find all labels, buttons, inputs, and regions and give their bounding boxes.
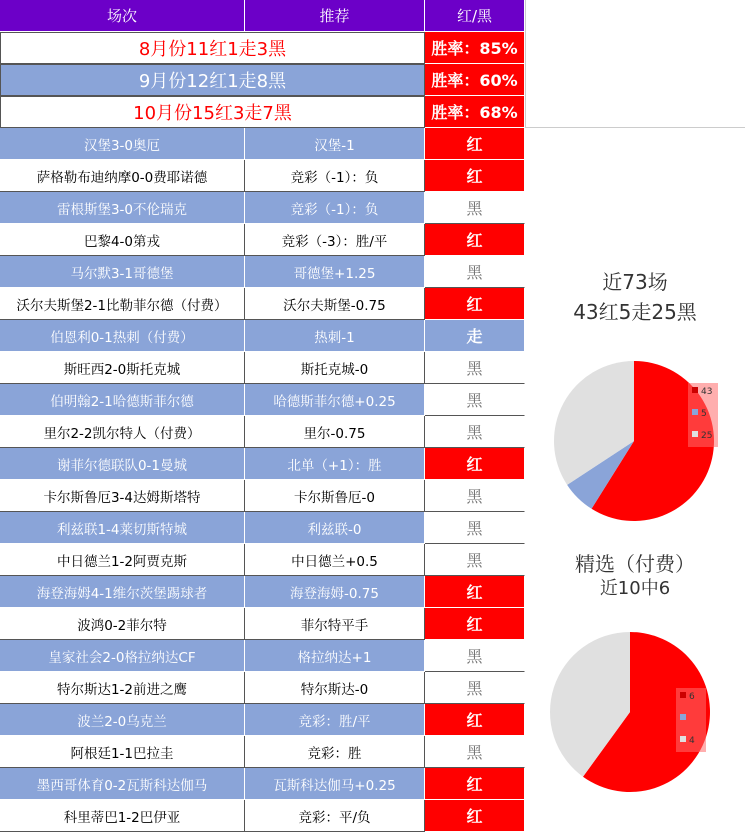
pick-cell: 沃尔夫斯堡-0.75: [245, 288, 425, 320]
pick-cell: 热刺-1: [245, 320, 425, 352]
right-hline: [525, 127, 745, 128]
summary-rate: 胜率：60%: [425, 64, 525, 96]
match-cell: 伯明翰2-1哈德斯菲尔德: [0, 384, 245, 416]
result-cell: 红: [425, 448, 525, 480]
legend-swatch: [680, 692, 686, 698]
match-cell: 墨西哥体育0-2瓦斯科达伽马: [0, 768, 245, 800]
summary-rate: 胜率：68%: [425, 96, 525, 128]
table-row: [0, 384, 525, 416]
stats-total-line1: 近73场: [602, 270, 668, 294]
pick-cell: 北单（+1）：胜: [245, 448, 425, 480]
table-row: [0, 608, 525, 640]
result-cell: 红: [425, 128, 525, 160]
summary-month: 9月份12红1走8黑: [0, 64, 425, 96]
stats-premium-line2: 近10中6: [599, 578, 671, 599]
pick-cell: 竞彩（-1）：负: [245, 192, 425, 224]
match-cell: 皇家社会2-0格拉纳达CF: [0, 640, 245, 672]
match-cell: 里尔2-2凯尔特人（付费）: [0, 416, 245, 448]
match-cell: 利兹联1-4莱切斯特城: [0, 512, 245, 544]
table-row: [0, 736, 525, 768]
match-cell: 科里蒂巴1-2巴伊亚: [0, 800, 245, 832]
pick-cell: 竞彩：胜: [245, 736, 425, 768]
table-row: [0, 576, 525, 608]
pick-cell: 菲尔特平手: [245, 608, 425, 640]
header-pick: 推荐: [245, 0, 425, 32]
match-cell: 中日德兰1-2阿贾克斯: [0, 544, 245, 576]
legend-label: 4: [689, 736, 695, 746]
summary-rate: 胜率：85%: [425, 32, 525, 64]
pick-cell: 竞彩（-3）：胜/平: [245, 224, 425, 256]
match-cell: 萨格勒布迪纳摩0-0费耶诺德: [0, 160, 245, 192]
pick-cell: 海登海姆-0.75: [245, 576, 425, 608]
result-cell: 红: [425, 288, 525, 320]
summary-month: 8月份11红1走3黑: [0, 32, 425, 64]
table-row: [0, 256, 525, 288]
legend-swatch: [680, 736, 686, 742]
table-row: [0, 288, 525, 320]
result-cell: 红: [425, 704, 525, 736]
table-row: [0, 416, 525, 448]
match-cell: 特尔斯达1-2前进之鹰: [0, 672, 245, 704]
legend-label: 25: [701, 431, 713, 441]
pick-cell: 中日德兰+0.5: [245, 544, 425, 576]
stats-premium-line1: 精选（付费）: [575, 552, 695, 576]
match-cell: 沃尔夫斯堡2-1比勒菲尔德（付费）: [0, 288, 245, 320]
pick-cell: 利兹联-0: [245, 512, 425, 544]
legend-swatch: [692, 387, 698, 393]
table-row: [0, 128, 525, 160]
pick-cell: 竞彩（-1）：负: [245, 160, 425, 192]
pick-cell: 哈德斯菲尔德+0.25: [245, 384, 425, 416]
match-cell: 海登海姆4-1维尔茨堡踢球者: [0, 576, 245, 608]
pick-cell: 瓦斯科达伽马+0.25: [245, 768, 425, 800]
pie-chart-total: [540, 355, 740, 535]
legend-label: 5: [701, 409, 707, 419]
result-cell: 黑: [425, 384, 525, 416]
legend-swatch: [692, 431, 698, 437]
match-cell: 谢菲尔德联队0-1曼城: [0, 448, 245, 480]
match-cell: 卡尔斯鲁厄3-4达姆斯塔特: [0, 480, 245, 512]
summary-row: [0, 32, 525, 64]
pick-cell: 格拉纳达+1: [245, 640, 425, 672]
table-row: [0, 192, 525, 224]
match-cell: 阿根廷1-1巴拉圭: [0, 736, 245, 768]
result-cell: 红: [425, 224, 525, 256]
result-cell: 黑: [425, 192, 525, 224]
result-cell: 红: [425, 608, 525, 640]
match-cell: 斯旺西2-0斯托克城: [0, 352, 245, 384]
table-row: [0, 768, 525, 800]
result-cell: 黑: [425, 544, 525, 576]
table-row: [0, 224, 525, 256]
result-cell: 黑: [425, 640, 525, 672]
result-cell: 红: [425, 576, 525, 608]
result-cell: 黑: [425, 480, 525, 512]
match-cell: 伯恩利0-1热刺（付费）: [0, 320, 245, 352]
header-result: 红/黑: [425, 0, 525, 32]
table-row: [0, 672, 525, 704]
legend-swatch: [680, 714, 686, 720]
table-row: [0, 352, 525, 384]
pick-cell: 哥德堡+1.25: [245, 256, 425, 288]
pick-cell: 里尔-0.75: [245, 416, 425, 448]
pie-chart-premium: [540, 628, 740, 798]
result-cell: 走: [425, 320, 525, 352]
pick-cell: 特尔斯达-0: [245, 672, 425, 704]
summary-month: 10月份15红3走7黑: [0, 96, 425, 128]
result-cell: 红: [425, 800, 525, 832]
table-row: [0, 448, 525, 480]
match-cell: 雷根斯堡3-0不伦瑞克: [0, 192, 245, 224]
stats-total-line2: 43红5走25黑: [573, 300, 697, 324]
pick-cell: 汉堡-1: [245, 128, 425, 160]
table-row: [0, 320, 525, 352]
table-row: [0, 160, 525, 192]
header-row: [0, 0, 525, 32]
result-cell: 红: [425, 160, 525, 192]
header-match: 场次: [0, 0, 245, 32]
match-cell: 波鸿0-2菲尔特: [0, 608, 245, 640]
match-cell: 巴黎4-0第戎: [0, 224, 245, 256]
pick-cell: 竞彩：平/负: [245, 800, 425, 832]
legend-label: 43: [701, 387, 713, 397]
pick-cell: 竞彩：胜/平: [245, 704, 425, 736]
pick-cell: 斯托克城-0: [245, 352, 425, 384]
table-row: [0, 480, 525, 512]
result-cell: 黑: [425, 416, 525, 448]
result-cell: 黑: [425, 736, 525, 768]
match-cell: 马尔默3-1哥德堡: [0, 256, 245, 288]
table-row: [0, 704, 525, 736]
result-cell: 黑: [425, 256, 525, 288]
table-row: [0, 544, 525, 576]
summary-row: [0, 64, 525, 96]
result-cell: 黑: [425, 672, 525, 704]
summary-row: [0, 96, 525, 128]
match-cell: 波兰2-0乌克兰: [0, 704, 245, 736]
result-cell: 红: [425, 768, 525, 800]
result-cell: 黑: [425, 352, 525, 384]
legend-label: 6: [689, 692, 695, 702]
pick-cell: 卡尔斯鲁厄-0: [245, 480, 425, 512]
legend-swatch: [692, 409, 698, 415]
table-row: [0, 512, 525, 544]
result-cell: 黑: [425, 512, 525, 544]
table-row: [0, 640, 525, 672]
match-cell: 汉堡3-0奥厄: [0, 128, 245, 160]
right-divider: [525, 0, 526, 128]
table-row: [0, 800, 525, 832]
